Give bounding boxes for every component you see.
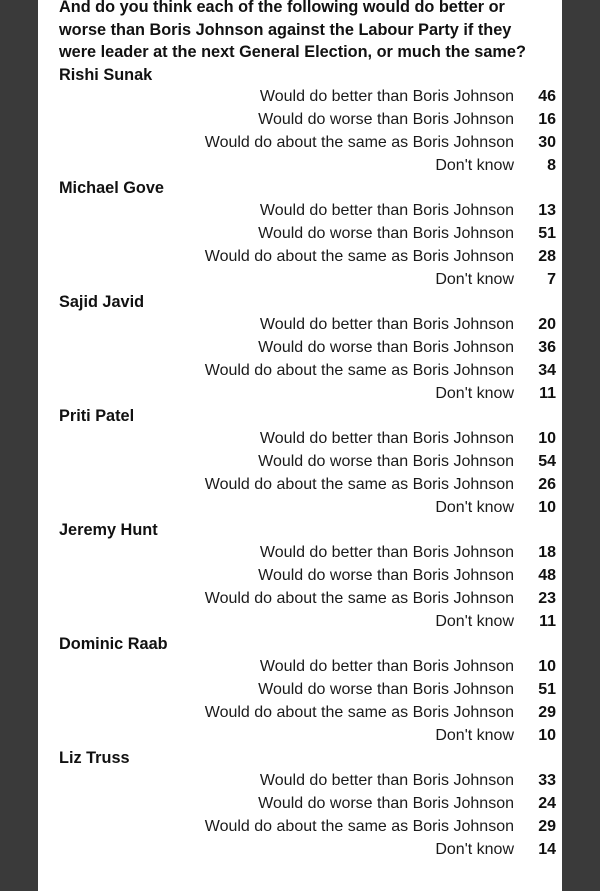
answer-row-better: [59, 428, 562, 451]
answer-value-dont-know: 14: [538, 840, 556, 858]
answer-value-same: 28: [538, 247, 556, 265]
answer-value-dont-know: 7: [547, 270, 556, 288]
answer-row-dont-know: [59, 155, 562, 178]
answer-row-worse: [59, 451, 562, 474]
candidate-name: Rishi Sunak: [59, 65, 153, 84]
candidate-block: [59, 633, 562, 747]
answer-label-same: Would do about the same as Boris Johnson: [204, 817, 514, 835]
answer-value-worse: 54: [538, 453, 556, 471]
candidate-block: [59, 747, 562, 861]
answer-row-same: [59, 246, 562, 269]
answer-label-dont-know: Don't know: [435, 726, 514, 744]
answer-row-better: [59, 656, 562, 679]
answer-label-worse: Would do worse than Boris Johnson: [258, 795, 514, 812]
answer-value-better: 10: [538, 430, 556, 448]
answer-label-worse: Would do worse than Boris Johnson: [258, 225, 514, 243]
candidate-name: Dominic Raab: [59, 635, 168, 654]
answer-label-same: Would do about the same as Boris Johnson: [204, 703, 514, 721]
answer-row-better: [59, 770, 562, 793]
candidate-list: [59, 64, 562, 862]
candidate-block: [59, 519, 562, 633]
answer-value-same: 23: [538, 589, 556, 607]
answer-value-dont-know: 10: [538, 498, 556, 516]
answer-value-worse: 36: [538, 339, 556, 357]
answer-value-same: 26: [538, 475, 556, 493]
answer-label-same: Would do about the same as Boris Johnson: [204, 133, 514, 151]
answer-label-worse: Would do worse than Boris Johnson: [258, 567, 514, 585]
answer-label-better: Would do better than Boris Johnson: [259, 316, 514, 334]
answer-value-same: 34: [538, 361, 556, 379]
candidate-block: [59, 177, 562, 291]
answer-label-dont-know: Don't know: [435, 270, 514, 288]
answer-row-same: [59, 816, 562, 839]
answer-label-worse: Would do worse than Boris Johnson: [258, 453, 514, 471]
answer-value-worse: 48: [538, 567, 556, 585]
answer-row-better: [59, 200, 562, 223]
answer-label-dont-know: Don't know: [435, 840, 514, 858]
answer-label-better: Would do better than Boris Johnson: [259, 430, 514, 448]
answer-row-dont-know: [59, 497, 562, 520]
answer-label-dont-know: Don't know: [435, 612, 514, 630]
answer-label-same: Would do about the same as Boris Johnson: [204, 475, 514, 493]
answer-row-worse: [59, 223, 562, 246]
answer-value-dont-know: 10: [538, 726, 556, 744]
candidate-name: Sajid Javid: [59, 293, 145, 312]
answer-row-dont-know: [59, 839, 562, 862]
answer-value-better: 13: [538, 202, 556, 220]
answer-row-better: [59, 314, 562, 337]
answer-row-dont-know: [59, 383, 562, 406]
answer-row-dont-know: [59, 611, 562, 634]
answer-value-worse: 51: [538, 681, 556, 699]
answer-label-better: Would do better than Boris Johnson: [259, 202, 514, 220]
poll-document: [38, 0, 562, 891]
answer-value-same: 29: [538, 703, 556, 721]
answer-value-same: 30: [538, 133, 556, 151]
answer-label-dont-know: Don't know: [435, 384, 514, 402]
answer-value-better: 10: [538, 658, 556, 676]
candidate-name: Michael Gove: [59, 179, 164, 198]
answer-row-dont-know: [59, 725, 562, 748]
answer-label-worse: Would do worse than Boris Johnson: [258, 681, 514, 699]
answer-label-better: Would do better than Boris Johnson: [259, 88, 514, 106]
answer-row-worse: [59, 793, 562, 816]
candidate-name: Priti Patel: [59, 407, 135, 426]
answer-label-dont-know: Don't know: [435, 498, 514, 516]
answer-label-better: Would do better than Boris Johnson: [259, 544, 514, 562]
candidate-name: Jeremy Hunt: [59, 521, 158, 540]
poll-question: And do you think each of the following would do better or worse than Boris Johnson against the Labour Party if they were leader at the next General Election, or much the same?: [59, 0, 526, 61]
answer-value-better: 46: [538, 88, 556, 106]
candidate-block: [59, 405, 562, 519]
answer-row-same: [59, 360, 562, 383]
answer-label-better: Would do better than Boris Johnson: [259, 658, 514, 676]
answer-row-better: [59, 86, 562, 109]
answer-row-same: [59, 132, 562, 155]
answer-value-worse: 24: [538, 795, 556, 812]
answer-row-same: [59, 702, 562, 725]
answer-row-dont-know: [59, 269, 562, 292]
answer-row-worse: [59, 679, 562, 702]
answer-value-better: 18: [538, 544, 556, 562]
answer-label-same: Would do about the same as Boris Johnson: [204, 589, 514, 607]
answer-row-same: [59, 474, 562, 497]
answer-row-same: [59, 588, 562, 611]
answer-row-better: [59, 542, 562, 565]
answer-value-dont-know: 8: [547, 156, 556, 174]
answer-value-same: 29: [538, 817, 556, 835]
answer-value-better: 33: [538, 772, 556, 790]
answer-value-worse: 51: [538, 225, 556, 243]
answer-row-worse: [59, 337, 562, 360]
answer-row-worse: [59, 109, 562, 132]
candidate-block: [59, 64, 562, 178]
answer-label-better: Would do better than Boris Johnson: [259, 772, 514, 790]
answer-label-worse: Would do worse than Boris Johnson: [258, 111, 514, 129]
answer-value-dont-know: 11: [539, 612, 556, 630]
answer-label-same: Would do about the same as Boris Johnson: [204, 361, 514, 379]
candidate-name: Liz Truss: [59, 749, 130, 768]
answer-label-worse: Would do worse than Boris Johnson: [258, 339, 514, 357]
answer-label-dont-know: Don't know: [435, 156, 514, 174]
candidate-block: [59, 291, 562, 405]
answer-value-worse: 16: [538, 111, 556, 129]
answer-value-dont-know: 11: [539, 384, 556, 402]
answer-value-better: 20: [538, 316, 556, 334]
answer-row-worse: [59, 565, 562, 588]
answer-label-same: Would do about the same as Boris Johnson: [204, 247, 514, 265]
